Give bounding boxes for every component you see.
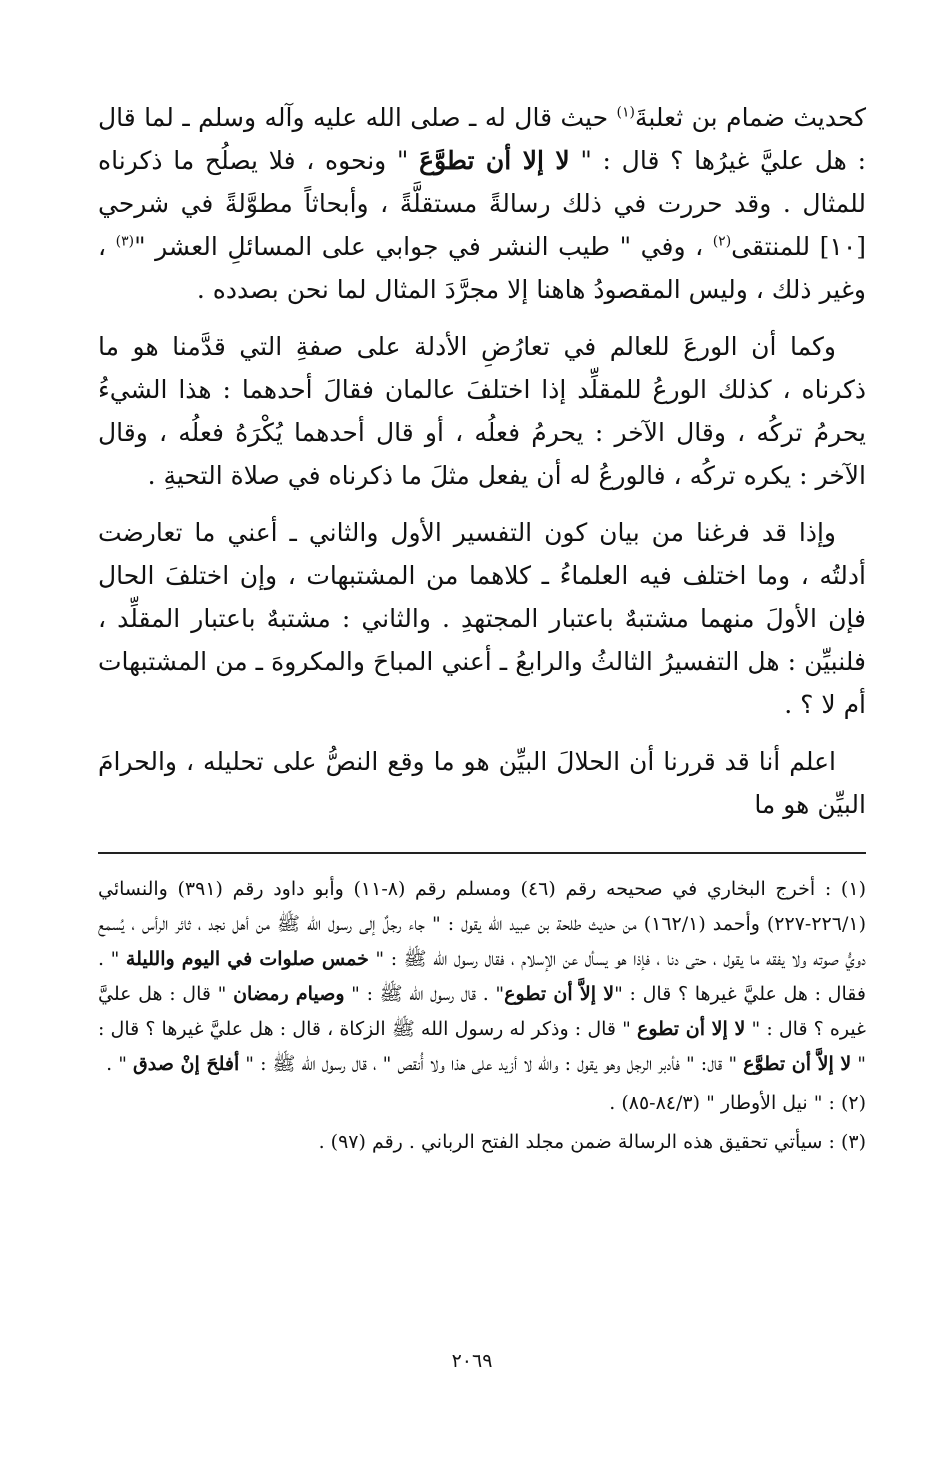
footnotes xyxy=(98,872,866,1160)
text-run: ، وفي " طيب النشر في جوابي على المسائلِ العشر " xyxy=(134,232,713,261)
text-run: " ونحوه ، فلا يصلُح ما ذكرناه للمثال . وقد حررت في ذلك رسالةً مستقلَّةً ، وأبحاثاً مطوَّلةً في شرحي [١٠] للمنتقى xyxy=(98,146,867,261)
hadith-quote: لا إلا أن تطوَّعَ xyxy=(419,146,570,175)
hadith-quote: لا إلا أن تطوع xyxy=(637,1018,746,1040)
paragraph-4: اعلم أنا قد قررنا أن الحلالَ البيِّن هو ما وقع النصُّ على تحليله ، والحرامَ البيِّن هو ما xyxy=(98,747,866,819)
text-run: " . قال رسول الله ﷺ : " xyxy=(344,983,505,1005)
hadith-quote: لا إلاَّ أن تطوَّع xyxy=(743,1053,852,1075)
page-content xyxy=(98,96,866,1164)
text-run: كحديث ضمام بن ثعلبةَ xyxy=(634,103,866,132)
page-number: ٢٠٦٩ xyxy=(451,1350,493,1372)
text-run: " قال: " فأدبر الرجل وهو يقول : والله لا أزيد على هذا ولا أُنقص " ، قال رسول الله ﷺ : " xyxy=(239,1053,744,1075)
text-run: " . xyxy=(106,1053,134,1075)
footnote-ref-1[interactable]: (١) xyxy=(616,104,635,121)
hadith-quote: خمس صلوات في اليوم والليلة xyxy=(125,948,369,970)
main-text xyxy=(98,96,866,826)
text-run: " قال : وذكر له رسول الله ﷺ الزكاة ، قال : هل عليَّ غيرها ؟ قال : " xyxy=(98,1018,866,1075)
text-run: " قال : هل عليَّ غيره ؟ قال : " xyxy=(98,983,866,1040)
footnote-2: (٢) : " نيل الأوطار " (٨٤/٣-٨٥) . xyxy=(609,1092,866,1114)
hadith-quote: وصيام رمضان xyxy=(233,983,345,1005)
text-run: حيث قال له ـ صلى الله عليه وآله وسلم ـ لما قال : هل عليَّ غيرُها ؟ قال : " xyxy=(98,103,867,175)
text-run: ، وغير ذلك ، وليس المقصودُ هاهنا إلا مجرَّدَ المثال لما نحن بصدده . xyxy=(98,232,866,304)
hadith-quote: لا إلاَّ أن تطوع xyxy=(504,983,615,1005)
footnote-divider xyxy=(98,852,866,854)
hadith-quote: أفلحَ إنْ صدق xyxy=(133,1053,240,1075)
footnote-3: (٣) : سيأتي تحقيق هذه الرسالة ضمن مجلد الفتح الرباني . رقم (٩٧) . xyxy=(318,1131,866,1153)
paragraph-2: وكما أن الورعَ للعالم في تعارُضِ الأدلة على صفةِ التي قدَّمنا هو ما ذكرناه ، كذلك الورعُ للمقلِّد إذا اختلفَ عالمان فقالَ أحدهما : هذا الشيءُ يحرمُ تركُه ، وقال الآخر : يحرمُ فعلُه ، أو قال أحدهما يُكْرَهُ فعلُه ، وقال الآخر : يكره تركُه ، فالورعُ له أن يفعل مثلَ ما ذكرناه في صلاة التحيةِ . xyxy=(98,332,866,490)
text-run: (١) : أخرج البخاري في صحيحه رقم (٤٦) ومسلم رقم (٨-١١) وأبو داود رقم (٣٩١) والنسائي (٢٢٦/١-٢٢٧) وأحمد (١٦٢/١) من حديث طلحة بن عبيد الله يقول : " جاء رجلٌ إلى رسول الله ﷺ من أهل نجد ، ثائر الرأس ، يُسمع دويُّ صوته ولا يفقه ما يقول ، حتى دنا ، فإذا هو يسأل عن الإسلام ، فقال رسول الله ﷺ : " xyxy=(98,878,867,970)
text-run: " . فقال : هل عليَّ غيرها ؟ قال : " xyxy=(98,948,866,1005)
footnote-1 xyxy=(98,872,866,1082)
footnote-ref-2[interactable]: (٢) xyxy=(712,233,732,250)
footnote-ref-3[interactable]: (٣) xyxy=(115,233,135,250)
paragraph-3: وإذا قد فرغنا من بيان كون التفسير الأول والثاني ـ أعني ما تعارضت أدلتُه ، وما اختلف فيه العلماءُ ـ كلاهما من المشتبهات ، وإن اختلفَ الحال فإن الأولَ منهما مشتبهٌ باعتبار المجتهدِ . والثاني : مشتبهٌ باعتبار المقلِّد ، فلنبيِّن : هل التفسيرُ الثالثُ والرابعُ ـ أعني المباحَ والمكروهَ ـ من المشتبهات أم لا ؟ . xyxy=(98,518,866,719)
paragraph-1 xyxy=(98,96,866,311)
